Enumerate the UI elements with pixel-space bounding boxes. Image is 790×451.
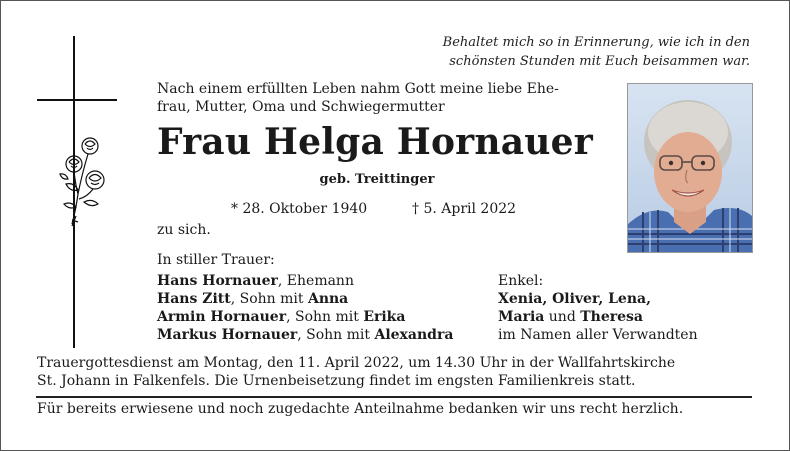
deceased-name: Frau Helga Hornauer	[157, 121, 593, 163]
death-date: † 5. April 2022	[412, 201, 517, 217]
service-line-2: St. Johann in Falkenfels. Die Urnenbeisetzung findet im engsten Familienkreis statt.	[37, 373, 636, 389]
mourners-list	[157, 272, 453, 344]
thanks-text: Für bereits erwiesene und noch zugedachte Anteilnahme bedanken wir uns recht herzlich.	[37, 401, 684, 417]
mourner-row: Armin Hornauer, Sohn mit Erika	[157, 309, 406, 325]
mourner-row: Markus Hornauer, Sohn mit Alexandra	[157, 327, 454, 343]
motto-line-2: schönsten Stunden mit Euch beisammen war.	[449, 54, 750, 69]
grandchildren-line-1: Xenia, Oliver, Lena,	[498, 291, 651, 307]
motto-quote	[380, 33, 750, 71]
mourner-row: Hans Hornauer, Ehemann	[157, 273, 354, 289]
intro-line-2: frau, Mutter, Oma und Schwiegermutter	[157, 99, 445, 115]
portrait-photo	[627, 83, 753, 253]
service-info	[37, 354, 752, 390]
mourner-row: Hans Zitt, Sohn mit Anna	[157, 291, 349, 307]
intro-line-1: Nach einem erfüllten Leben nahm Gott meine liebe Ehe-	[157, 81, 559, 97]
relatives-line: im Namen aller Verwandten	[498, 327, 698, 343]
maiden-name: geb. Treittinger	[319, 172, 435, 187]
divider	[36, 396, 752, 398]
portrait-image	[628, 84, 752, 252]
service-line-1: Trauergottesdienst am Montag, den 11. April 2022, um 14.30 Uhr in der Wallfahrtskirche	[37, 355, 676, 371]
birth-date: * 28. Oktober 1940	[231, 201, 368, 217]
closing-text: zu sich.	[157, 222, 211, 238]
roses-icon	[50, 134, 112, 234]
grandchildren-line-2: Maria und Theresa	[498, 309, 643, 325]
grandchildren-list	[498, 272, 698, 344]
cross-icon-horizontal	[37, 99, 117, 101]
intro-text	[157, 80, 607, 116]
grandchildren-label: Enkel:	[498, 273, 544, 289]
motto-line-1: Behaltet mich so in Erinnerung, wie ich in den	[442, 35, 750, 50]
mourners-title: In stiller Trauer:	[157, 252, 275, 268]
